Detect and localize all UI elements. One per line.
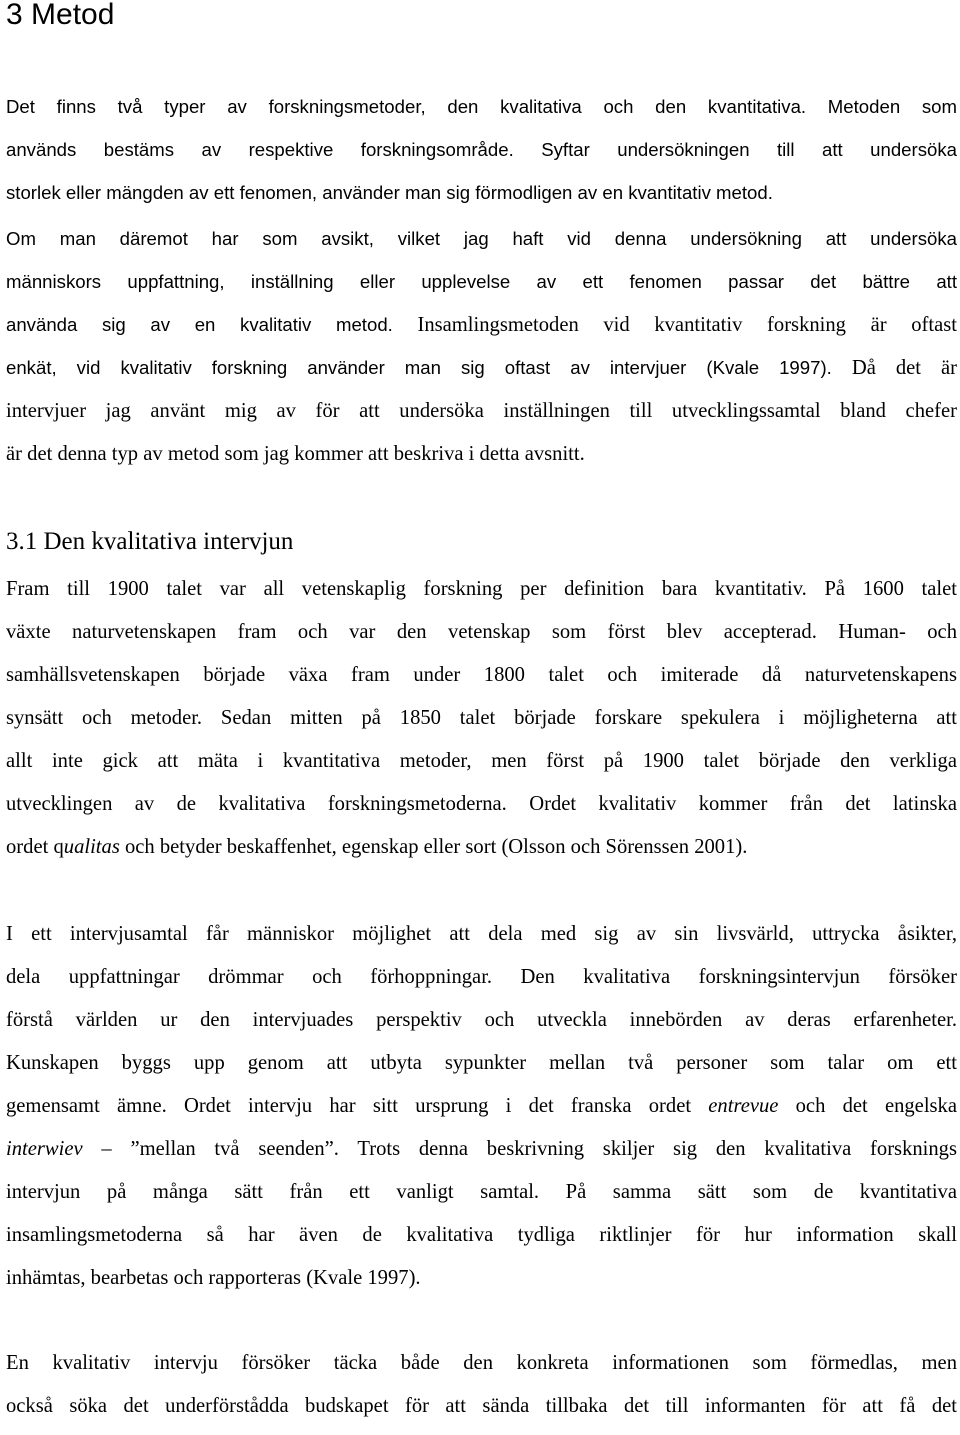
text-line: intervjun på många sätt från ett vanligt samtal. På samma sätt som de kvantitativa — [6, 1181, 957, 1203]
text-line: förstå världen ur den intervjuades perspektiv och utveckla innebörden av deras erfarenheter. — [6, 1009, 957, 1031]
text-line — [6, 311, 957, 354]
italic-term: ualitas — [63, 836, 120, 858]
italic-term: entrevue — [708, 1095, 779, 1117]
paragraph-history — [6, 575, 957, 876]
text-segment: Då det är — [831, 357, 957, 379]
section-heading: 3 Metod — [6, 0, 115, 31]
text-segment: ordet q — [6, 836, 64, 858]
text-line — [6, 833, 957, 876]
paragraph-qualitative-interview — [6, 1349, 957, 1435]
paragraph-method-choice — [6, 225, 957, 397]
paragraph-interview-description — [6, 920, 957, 1307]
text-line: En kvalitativ intervju försöker täcka både den konkreta informationen som förmedlas, men — [6, 1352, 957, 1374]
text-line: växte naturvetenskapen fram och var den vetenskap som först blev accepterad. Human- och — [6, 621, 957, 643]
text-line: också söka det underförstådda budskapet för att sända tillbaka det till informanten för att få det — [6, 1395, 957, 1417]
text-line: allt inte gick att mäta i kvantitativa metoder, men först på 1900 talet började den verkliga — [6, 750, 957, 772]
text-line: samhällsvetenskapen började växa fram under 1800 talet och imiterade då naturvetenskapens — [6, 664, 957, 686]
subsection-heading: 3.1 Den kvalitativa intervjun — [6, 528, 294, 555]
paragraph-interview-choice — [6, 397, 957, 483]
text-line: Kunskapen byggs upp genom att utbyta sypunkter mellan två personer som talar om ett — [6, 1052, 957, 1074]
text-segment: – ”mellan två seenden”. Trots denna beskrivning skiljer sig den kvalitativa forsknings — [82, 1138, 957, 1160]
text-line — [6, 1135, 957, 1178]
text-line: I ett intervjusamtal får människor möjlighet att dela med sig av sin livsvärld, uttrycka åsikter, — [6, 923, 957, 945]
italic-term: interwiev — [6, 1138, 83, 1160]
text-line: insamlingsmetoderna så har även de kvalitativa tydliga riktlinjer för hur information skall — [6, 1224, 957, 1246]
text-line: inhämtas, bearbetas och rapporteras (Kvale 1997). — [6, 1267, 421, 1289]
text-line: Det finns två typer av forskningsmetoder, den kvalitativa och den kvantitativa. Metoden som — [6, 96, 957, 117]
text-segment: och det engelska — [778, 1095, 957, 1117]
text-segment: enkät, vid kvalitativ forskning använder man sig oftast av intervjuer (Kvale 1997). — [6, 357, 832, 378]
text-segment: och betyder beskaffenhet, egenskap eller sort (Olsson och Sörenssen 2001). — [119, 836, 748, 858]
text-line: är det denna typ av metod som jag kommer att beskriva i detta avsnitt. — [6, 443, 585, 465]
paragraph-intro — [6, 93, 957, 222]
text-line: intervjuer jag använt mig av för att undersöka inställningen till utvecklingssamtal bland chefer — [6, 400, 957, 422]
text-line: dela uppfattningar drömmar och förhoppningar. Den kvalitativa forskningsintervjun försöker — [6, 966, 957, 988]
text-line: Om man däremot har som avsikt, vilket jag haft vid denna undersökning att undersöka — [6, 228, 957, 249]
text-line: utvecklingen av de kvalitativa forskningsmetoderna. Ordet kvalitativ kommer från det latinska — [6, 793, 957, 815]
text-line: Fram till 1900 talet var all vetenskaplig forskning per definition bara kvantitativ. På 1600 talet — [6, 578, 957, 600]
text-line — [6, 354, 957, 397]
text-line: används bestäms av respektive forskningsområde. Syftar undersökningen till att undersöka — [6, 139, 957, 160]
text-line: synsätt och metoder. Sedan mitten på 1850 talet började forskare spekulera i möjligheterna att — [6, 707, 957, 729]
text-line — [6, 1092, 957, 1135]
text-segment: gemensamt ämne. Ordet intervju har sitt ursprung i det franska ordet — [6, 1095, 709, 1117]
text-line: storlek eller mängden av ett fenomen, använder man sig förmodligen av en kvantitativ metod. — [6, 182, 773, 203]
text-segment: använda sig av en kvalitativ metod. — [6, 314, 393, 335]
text-segment: Insamlingsmetoden vid kvantitativ forskning är oftast — [392, 314, 957, 336]
text-line: människors uppfattning, inställning eller upplevelse av ett fenomen passar det bättre att — [6, 271, 957, 292]
